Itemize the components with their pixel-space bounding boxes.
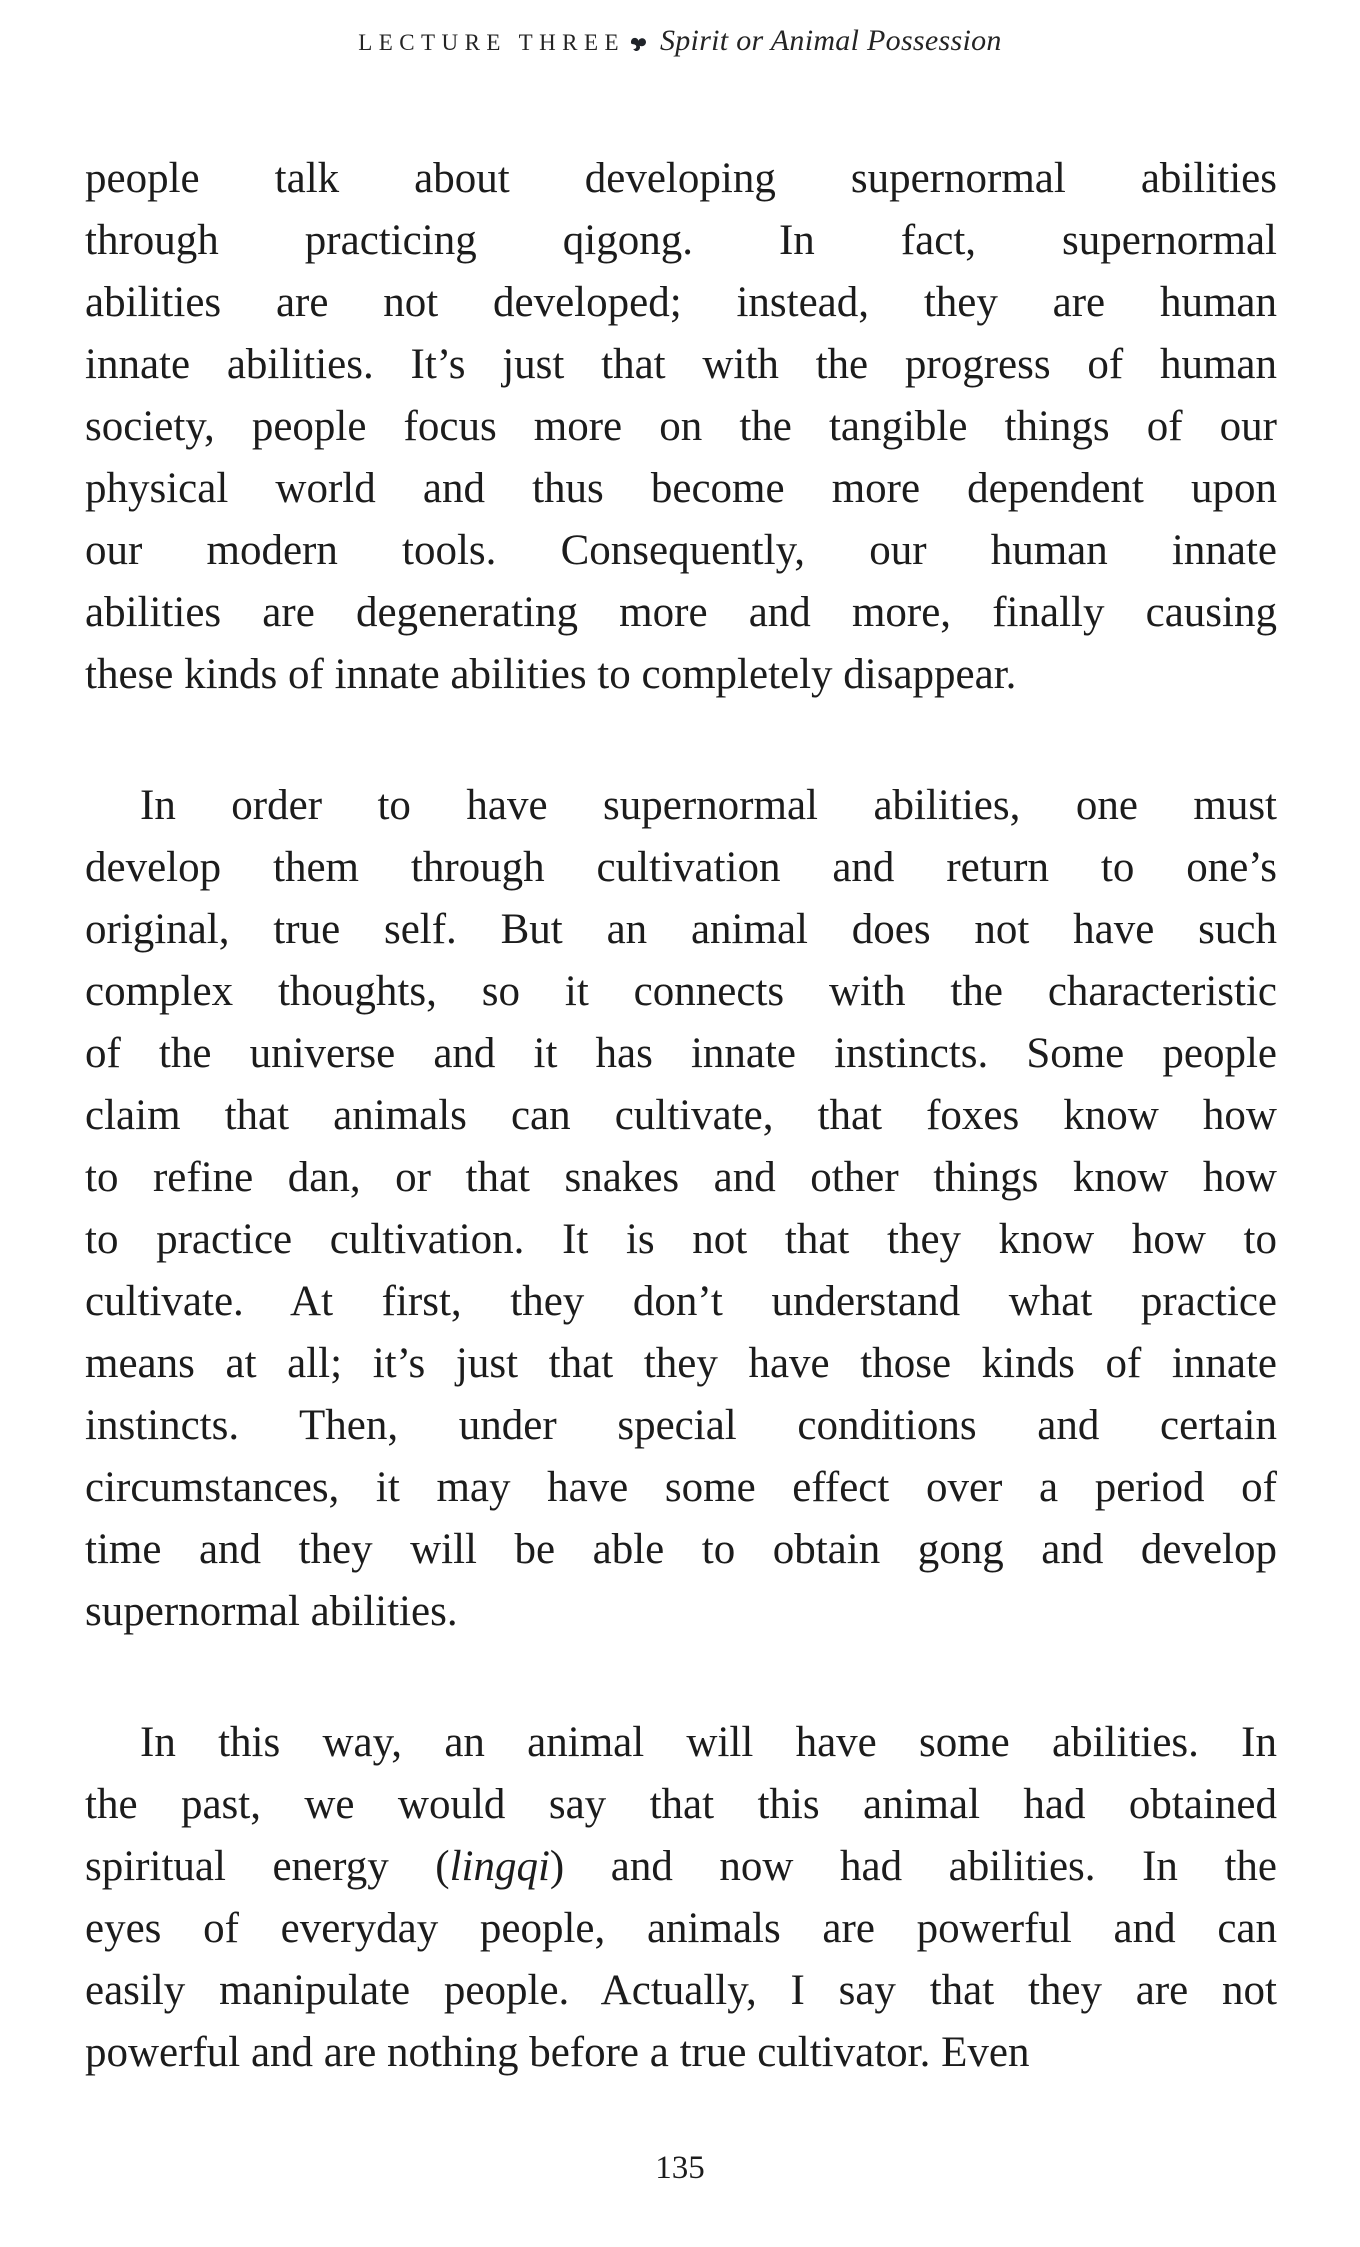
text-line [85,334,1277,396]
text-line [85,210,1277,272]
chapter-title: Spirit or Animal Possession [659,24,1002,57]
text-segment: the past, we would say that this animal had obtained [85,1781,1277,1828]
text-segment: means at all; it’s just that they have those kinds of innate [85,1340,1277,1387]
text-line [85,1085,1277,1147]
text-line [85,1836,1277,1898]
text-segment: instincts. Then, under special conditions and certain [85,1402,1277,1449]
text-segment: physical world and thus become more dependent upon [85,465,1277,512]
text-segment: society, people focus more on the tangible things of our [85,403,1277,450]
text-segment: cultivate. At first, they don’t understand what practice [85,1278,1277,1325]
body-text [85,148,1277,2084]
text-line [85,1774,1277,1836]
paragraph [85,775,1277,1643]
text-line [85,2022,1277,2084]
text-line [85,899,1277,961]
lecture-label: LECTURE THREE [358,30,625,55]
text-line [85,775,1277,837]
text-segment: eyes of everyday people, animals are powerful and can [85,1905,1277,1952]
text-line [85,1271,1277,1333]
text-segment: innate abilities. It’s just that with the progress of human [85,341,1277,388]
text-line [85,396,1277,458]
text-segment: claim that animals can cultivate, that foxes know how [85,1092,1277,1139]
text-segment: to practice cultivation. It is not that they know how to [85,1216,1277,1263]
text-line [85,1712,1277,1774]
text-segment: spiritual energy ( [85,1843,450,1890]
text-segment: circumstances, it may have some effect over a period of [85,1464,1277,1511]
text-segment: through practicing qigong. In fact, supernormal [85,217,1277,264]
text-line [85,837,1277,899]
text-segment: In this way, an animal will have some abilities. In [140,1719,1277,1766]
text-segment: our modern tools. Consequently, our human innate [85,527,1277,574]
text-line [85,644,1277,706]
text-segment: supernormal abilities. [85,1588,458,1635]
text-segment: people talk about developing supernormal abilities [85,155,1277,202]
text-segment: abilities are degenerating more and more, finally causing [85,589,1277,636]
text-segment: to refine dan, or that snakes and other things know how [85,1154,1277,1201]
fleuron-icon [629,34,648,58]
text-segment: abilities are not developed; instead, they are human [85,279,1277,326]
text-segment: develop them through cultivation and return to one’s [85,844,1277,891]
text-line [85,1898,1277,1960]
text-line [85,1581,1277,1643]
italic-term: lingqi [449,1843,550,1890]
text-line [85,272,1277,334]
text-line [85,1147,1277,1209]
page-number: 135 [655,2150,705,2186]
paragraph [85,148,1277,706]
text-segment: powerful and are nothing before a true cultivator. Even [85,2029,1030,2076]
text-line [85,1457,1277,1519]
text-segment: ) and now had abilities. In the [549,1843,1277,1890]
running-head [0,24,1360,58]
text-segment: of the universe and it has innate instincts. Some people [85,1030,1277,1077]
text-line [85,1209,1277,1271]
text-segment: easily manipulate people. Actually, I say that they are not [85,1967,1277,2014]
text-segment: original, true self. But an animal does not have such [85,906,1277,953]
text-line [85,520,1277,582]
text-segment: these kinds of innate abilities to completely disappear. [85,651,1017,698]
text-line [85,1395,1277,1457]
text-line [85,1023,1277,1085]
text-line [85,458,1277,520]
text-line [85,1333,1277,1395]
text-segment: time and they will be able to obtain gong and develop [85,1526,1277,1573]
text-segment: complex thoughts, so it connects with the characteristic [85,968,1277,1015]
text-line [85,582,1277,644]
text-line [85,1960,1277,2022]
paragraph [85,1712,1277,2084]
text-line [85,148,1277,210]
text-line [85,961,1277,1023]
text-line [85,1519,1277,1581]
text-segment: In order to have supernormal abilities, one must [140,782,1277,829]
